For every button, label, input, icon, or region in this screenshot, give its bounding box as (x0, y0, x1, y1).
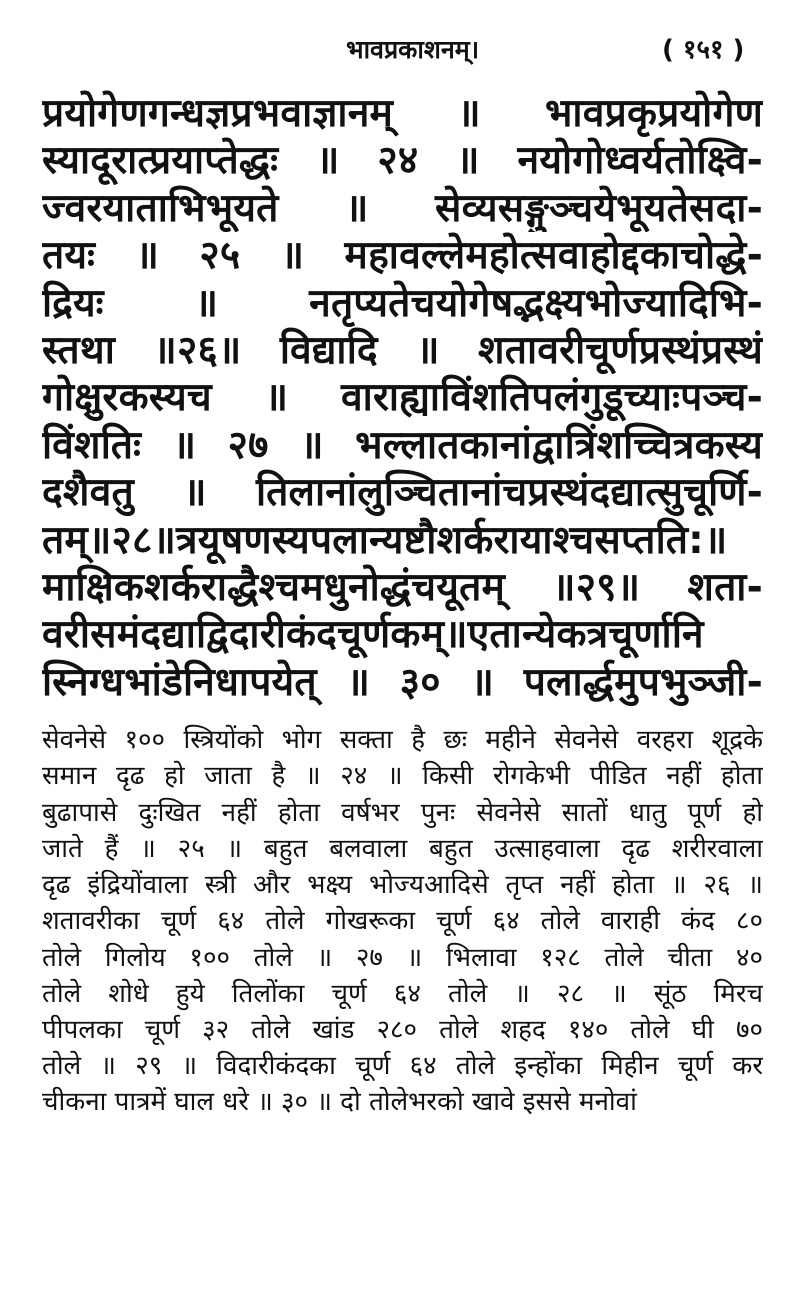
verse-line: विंशतिः ॥ २७ ॥ भल्लातकानांद्वात्रिंशच्चित्रकस्य (42, 422, 763, 468)
commentary-line: पीपलका चूर्ण ३२ तोले खांड २८० तोले शहद १४० तोले घी ७० (42, 1014, 763, 1045)
commentary-line: समान दृढ हो जाता है ॥ २४ ॥ किसी रोगकेभी पीडित नहीं होता (42, 761, 763, 792)
verse-line: स्यादूरात्प्रयाप्तेद्धः ॥ २४ ॥ नयोगोध्वर्यतोक्ष्वि- (42, 138, 763, 184)
page-number: ( १५१ ) (662, 35, 745, 65)
verse-line: गोक्षुरकस्यच ॥ वाराह्याविंशतिपलंगुडूच्याःपञ्च- (42, 375, 763, 421)
verse-line: स्निग्धभांडेनिधापयेत् ॥ ३० ॥ पलार्द्धमुपभुञ्जी- (42, 659, 763, 705)
verse-line: दशैवतु ॥ तिलानांलुञ्चितानांचप्रस्थंदद्यात्सुचूर्णि- (42, 470, 763, 516)
running-title: भावप्रकाशनम्। (346, 35, 480, 64)
commentary-line: शतावरीका चूर्ण ६४ तोले गोखरूका चूर्ण ६४ तोले वाराही कंद ८० (42, 906, 763, 937)
verse-line: स्तथा ॥२६॥ विद्यादि ॥ शतावरीचूर्णप्रस्थंप्रस्थं (42, 328, 763, 374)
hindi-commentary-block (42, 722, 763, 1120)
verse-line: वरीसमंदद्याद्विदारीकंदचूर्णकम्॥एतान्येकत्रचूर्णानि (42, 612, 704, 658)
page-header (42, 28, 763, 70)
commentary-line: तोले शोधे हुये तिलोंका चूर्ण ६४ तोले ॥ २८ ॥ सूंठ मिरच (42, 978, 763, 1009)
sanskrit-verse-block (42, 90, 763, 706)
verse-line: प्रयोगेणगन्धज्ञप्रभवाज्ञानम् ॥ भावप्रकृप्रयोगेण (42, 91, 763, 136)
commentary-line: चीकना पात्रमें घाल धरे ॥ ३० ॥ दो तोलेभरको खावे इससे मनोवां (42, 1087, 637, 1118)
verse-line: द्रियः ॥ नतृप्यतेचयोगेषद्भक्ष्यभोज्यादिभि- (42, 280, 763, 326)
commentary-line: सेवनेसे १०० स्त्रियोंको भोग सक्ता है छः महीने सेवनेसे वरहरा शूद्रके (42, 725, 763, 756)
commentary-line: तोले ॥ २९ ॥ विदारीकंदका चूर्ण ६४ तोले इन्होंका मिहीन चूर्ण कर (42, 1051, 763, 1082)
verse-line: तयः ॥ २५ ॥ महावल्लेमहोत्सवाहोद्दकाचोद्धे- (42, 233, 763, 279)
verse-line: ज्वरयाताभिभूयते ॥ सेव्यसङ्गुञ्चयेभूयतेसदा- (42, 185, 763, 231)
commentary-line: बुढापासे दुःखित नहीं होता वर्षभर पुनः सेवनेसे सातों धातु पूर्ण हो (42, 797, 763, 828)
verse-line: तम्॥२८॥त्रयूषणस्यपलान्यष्टौशर्करायाश्चसप्तति:॥ (42, 517, 728, 563)
commentary-line: दृढ इंद्रियोंवाला स्त्री और भक्ष्य भोज्यआदिसे तृप्त नहीं होता ॥ २६ ॥ (42, 870, 763, 901)
commentary-line: तोले गिलोय १०० तोले ॥ २७ ॥ भिलावा १२८ तोले चीता ४० (42, 942, 763, 973)
commentary-line: जाते हैं ॥ २५ ॥ बहुत बलवाला बहुत उत्साहवाला दृढ शरीरवाला (42, 833, 763, 864)
verse-line: माक्षिकशर्कराद्धैश्चमधुनोद्धंचयूतम् ॥२९॥ शता- (42, 565, 763, 611)
